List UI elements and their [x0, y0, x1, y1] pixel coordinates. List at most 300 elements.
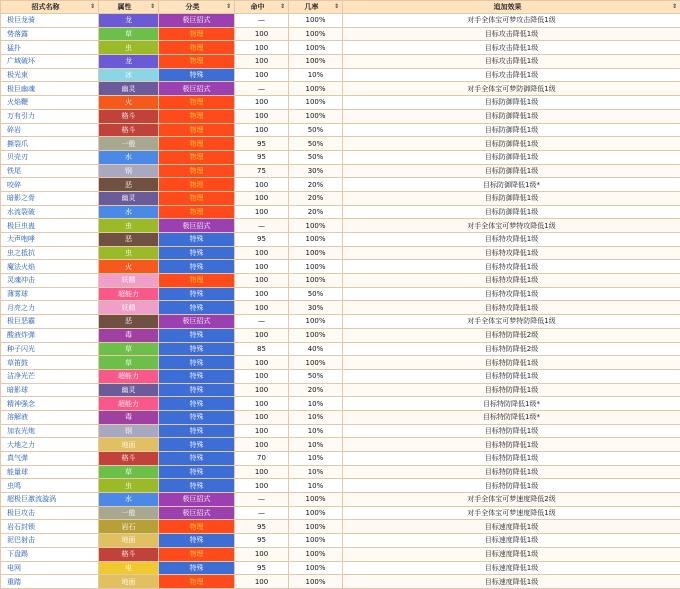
accuracy-cell: 100 [235, 328, 289, 342]
table-row [1, 82, 680, 96]
effect-cell: 目标攻击降低1级 [343, 68, 680, 82]
accuracy-cell: 100 [235, 575, 289, 589]
chance-cell: 50% [289, 369, 343, 383]
move-name-link[interactable]: 碎岩 [1, 123, 99, 137]
chance-cell: 10% [289, 424, 343, 438]
table-row [1, 520, 680, 534]
chance-cell: 10% [289, 479, 343, 493]
type-badge: 龙 [99, 14, 159, 28]
chance-cell: 100% [289, 14, 343, 28]
accuracy-cell: 100 [235, 274, 289, 288]
category-badge: 特殊 [159, 561, 235, 575]
move-name-link[interactable]: 溶解液 [1, 410, 99, 424]
move-name-link[interactable]: 猛扑 [1, 41, 99, 55]
table-row [1, 452, 680, 466]
chance-cell: 20% [289, 383, 343, 397]
move-name-link[interactable]: 酸液炸弹 [1, 328, 99, 342]
column-header-type[interactable] [99, 1, 159, 14]
effect-cell: 目标速度降低1级 [343, 561, 680, 575]
type-badge: 妖精 [99, 274, 159, 288]
type-badge: 格斗 [99, 123, 159, 137]
sort-arrows-icon[interactable]: ⇕ [672, 1, 677, 13]
category-badge: 特殊 [159, 68, 235, 82]
move-name-link[interactable]: 极巨幽魂 [1, 82, 99, 96]
category-badge: 特殊 [159, 397, 235, 411]
column-header-label: 命中 [250, 3, 264, 11]
effect-cell: 目标防御降低1级 [343, 137, 680, 151]
accuracy-cell: 100 [235, 438, 289, 452]
table-header [1, 1, 680, 14]
table-row [1, 96, 680, 110]
table-row [1, 205, 680, 219]
effect-cell: 目标特防降低2级 [343, 328, 680, 342]
effect-cell: 目标特攻降低1级 [343, 274, 680, 288]
type-badge: 妖精 [99, 301, 159, 315]
column-header-category[interactable] [159, 1, 235, 14]
type-badge: 超能力 [99, 397, 159, 411]
category-badge: 极巨招式 [159, 82, 235, 96]
type-badge: 冰 [99, 68, 159, 82]
accuracy-cell: 100 [235, 205, 289, 219]
type-badge: 草 [99, 342, 159, 356]
chance-cell: 10% [289, 465, 343, 479]
table-row [1, 233, 680, 247]
table-row [1, 561, 680, 575]
sort-arrows-icon[interactable]: ⇕ [90, 1, 95, 13]
table-row [1, 109, 680, 123]
effect-cell: 对手全体宝可梦特防降低1级 [343, 315, 680, 329]
category-badge: 特殊 [159, 369, 235, 383]
move-name-link[interactable]: 极巨虫蛊 [1, 219, 99, 233]
table-row [1, 287, 680, 301]
chance-cell: 10% [289, 438, 343, 452]
type-badge: 一般 [99, 506, 159, 520]
category-badge: 特殊 [159, 342, 235, 356]
type-badge: 超能力 [99, 369, 159, 383]
chance-cell: 30% [289, 301, 343, 315]
chance-cell: 100% [289, 274, 343, 288]
table-row [1, 369, 680, 383]
type-badge: 虫 [99, 41, 159, 55]
move-name-link[interactable]: 魔法火焰 [1, 260, 99, 274]
accuracy-cell: 100 [235, 465, 289, 479]
chance-cell: 100% [289, 41, 343, 55]
chance-cell: 100% [289, 575, 343, 589]
type-badge: 毒 [99, 410, 159, 424]
table-row [1, 410, 680, 424]
type-badge: 一般 [99, 137, 159, 151]
category-badge: 特殊 [159, 410, 235, 424]
chance-cell: 100% [289, 82, 343, 96]
table-row [1, 41, 680, 55]
move-name-link[interactable]: 真气弹 [1, 452, 99, 466]
type-badge: 超能力 [99, 287, 159, 301]
effect-cell: 目标特防降低2级 [343, 342, 680, 356]
effect-cell: 目标特防降低1级 [343, 452, 680, 466]
move-name-link[interactable]: 精神强念 [1, 397, 99, 411]
accuracy-cell: 100 [235, 397, 289, 411]
type-badge: 水 [99, 493, 159, 507]
move-name-link[interactable]: 薄雾球 [1, 287, 99, 301]
accuracy-cell: 100 [235, 479, 289, 493]
category-badge: 物理 [159, 27, 235, 41]
effect-cell: 目标攻击降低1级 [343, 55, 680, 69]
category-badge: 物理 [159, 137, 235, 151]
table-row [1, 68, 680, 82]
table-row [1, 178, 680, 192]
column-header-label: 属性 [117, 3, 131, 11]
chance-cell: 30% [289, 164, 343, 178]
chance-cell: 20% [289, 205, 343, 219]
accuracy-cell: 100 [235, 246, 289, 260]
move-name-link[interactable]: 大地之力 [1, 438, 99, 452]
category-badge: 物理 [159, 547, 235, 561]
effect-cell: 目标特防降低1级* [343, 410, 680, 424]
category-badge: 特殊 [159, 260, 235, 274]
type-badge: 火 [99, 96, 159, 110]
category-badge: 特殊 [159, 465, 235, 479]
type-badge: 格斗 [99, 452, 159, 466]
effect-cell: 目标特攻降低1级 [343, 260, 680, 274]
table-row [1, 465, 680, 479]
move-name-link[interactable]: 月亮之力 [1, 301, 99, 315]
category-badge: 物理 [159, 109, 235, 123]
column-header-chance[interactable] [289, 1, 343, 14]
chance-cell: 100% [289, 534, 343, 548]
move-name-link[interactable]: 暗影之骨 [1, 191, 99, 205]
effect-cell: 目标特防降低1级 [343, 383, 680, 397]
category-badge: 特殊 [159, 301, 235, 315]
move-name-link[interactable]: 下盘踢 [1, 547, 99, 561]
move-name-link[interactable]: 极光束 [1, 68, 99, 82]
move-name-link[interactable]: 铁尾 [1, 164, 99, 178]
category-badge: 极巨招式 [159, 493, 235, 507]
table-row [1, 137, 680, 151]
effect-cell: 目标防御降低1级 [343, 150, 680, 164]
chance-cell: 50% [289, 150, 343, 164]
type-badge: 钢 [99, 164, 159, 178]
category-badge: 物理 [159, 41, 235, 55]
table-row [1, 164, 680, 178]
chance-cell: 100% [289, 233, 343, 247]
effect-cell: 对手全体宝可梦攻击降低1级 [343, 14, 680, 28]
chance-cell: 40% [289, 342, 343, 356]
move-name-link[interactable]: 极巨龙骑 [1, 14, 99, 28]
chance-cell: 10% [289, 68, 343, 82]
table-row [1, 55, 680, 69]
table-row [1, 150, 680, 164]
effect-cell: 目标防御降低1级 [343, 191, 680, 205]
table-row [1, 547, 680, 561]
chance-cell: 10% [289, 397, 343, 411]
category-badge: 物理 [159, 164, 235, 178]
table-row [1, 493, 680, 507]
type-badge: 恶 [99, 178, 159, 192]
type-badge: 恶 [99, 315, 159, 329]
move-name-link[interactable]: 广域破坏 [1, 55, 99, 69]
type-badge: 水 [99, 205, 159, 219]
effect-cell: 目标防御降低1级 [343, 109, 680, 123]
table-row [1, 260, 680, 274]
effect-cell: 目标攻击降低1级 [343, 41, 680, 55]
category-badge: 物理 [159, 55, 235, 69]
chance-cell: 50% [289, 137, 343, 151]
category-badge: 特殊 [159, 328, 235, 342]
effect-cell: 目标防御降低1级* [343, 178, 680, 192]
type-badge: 水 [99, 150, 159, 164]
table-row [1, 575, 680, 589]
table-row [1, 14, 680, 28]
move-name-link[interactable]: 草笛鼓 [1, 356, 99, 370]
category-badge: 物理 [159, 274, 235, 288]
effect-cell: 目标特攻降低1级 [343, 246, 680, 260]
table-row [1, 328, 680, 342]
accuracy-cell: 95 [235, 520, 289, 534]
chance-cell: 20% [289, 191, 343, 205]
chance-cell: 100% [289, 109, 343, 123]
type-badge: 岩石 [99, 520, 159, 534]
accuracy-cell: — [235, 82, 289, 96]
category-badge: 特殊 [159, 233, 235, 247]
accuracy-cell: 100 [235, 383, 289, 397]
accuracy-cell: 85 [235, 342, 289, 356]
effect-cell: 对手全体宝可梦防御降低1级 [343, 82, 680, 96]
effect-cell: 目标特攻降低1级 [343, 287, 680, 301]
sort-arrows-icon[interactable]: ⇕ [150, 1, 155, 13]
table-row [1, 479, 680, 493]
effect-cell: 目标防御降低1级 [343, 205, 680, 219]
accuracy-cell: 100 [235, 410, 289, 424]
move-name-link[interactable]: 虫鸣 [1, 479, 99, 493]
type-badge: 幽灵 [99, 383, 159, 397]
accuracy-cell: 100 [235, 178, 289, 192]
chance-cell: 100% [289, 561, 343, 575]
effect-cell: 目标特防降低1级 [343, 369, 680, 383]
category-badge: 特殊 [159, 479, 235, 493]
accuracy-cell: — [235, 219, 289, 233]
type-badge: 龙 [99, 55, 159, 69]
move-name-link[interactable]: 咬碎 [1, 178, 99, 192]
category-badge: 物理 [159, 575, 235, 589]
chance-cell: 50% [289, 123, 343, 137]
move-name-link[interactable]: 撕裂爪 [1, 137, 99, 151]
accuracy-cell: 70 [235, 452, 289, 466]
effect-cell: 目标特攻降低1级 [343, 301, 680, 315]
accuracy-cell: 100 [235, 55, 289, 69]
type-badge: 草 [99, 27, 159, 41]
table-row [1, 383, 680, 397]
category-badge: 特殊 [159, 424, 235, 438]
move-name-link[interactable]: 洁净光芒 [1, 369, 99, 383]
move-name-link[interactable]: 灵魂冲击 [1, 274, 99, 288]
table-row [1, 356, 680, 370]
accuracy-cell: — [235, 14, 289, 28]
chance-cell: 100% [289, 315, 343, 329]
chance-cell: 100% [289, 246, 343, 260]
effect-cell: 目标特防降低1级 [343, 438, 680, 452]
table-row [1, 424, 680, 438]
accuracy-cell: 100 [235, 191, 289, 205]
chance-cell: 100% [289, 547, 343, 561]
effect-cell: 目标速度降低1级 [343, 575, 680, 589]
type-badge: 虫 [99, 479, 159, 493]
type-badge: 虫 [99, 219, 159, 233]
move-name-link[interactable]: 岩石封锁 [1, 520, 99, 534]
accuracy-cell: — [235, 506, 289, 520]
sort-arrows-icon[interactable]: ⇕ [280, 1, 285, 13]
table-row [1, 342, 680, 356]
category-badge: 特殊 [159, 287, 235, 301]
category-badge: 物理 [159, 96, 235, 110]
effect-cell: 目标速度降低1级 [343, 547, 680, 561]
accuracy-cell: — [235, 493, 289, 507]
accuracy-cell: 95 [235, 233, 289, 247]
effect-cell: 目标特防降低1级 [343, 465, 680, 479]
sort-arrows-icon[interactable]: ⇕ [334, 1, 339, 13]
column-header-label: 招式名称 [31, 3, 59, 11]
chance-cell: 100% [289, 506, 343, 520]
type-badge: 地面 [99, 534, 159, 548]
accuracy-cell: 100 [235, 96, 289, 110]
effect-cell: 目标防御降低1级 [343, 164, 680, 178]
type-badge: 地面 [99, 575, 159, 589]
category-badge: 物理 [159, 123, 235, 137]
category-badge: 物理 [159, 520, 235, 534]
column-header-label: 分类 [185, 3, 199, 11]
type-badge: 钢 [99, 424, 159, 438]
move-name-link[interactable]: 水流裂破 [1, 205, 99, 219]
move-name-link[interactable]: 大声咆哮 [1, 233, 99, 247]
table-row [1, 27, 680, 41]
accuracy-cell: 100 [235, 369, 289, 383]
effect-cell: 目标速度降低1级 [343, 520, 680, 534]
move-name-link[interactable]: 超极巨激流漩涡 [1, 493, 99, 507]
chance-cell: 100% [289, 27, 343, 41]
chance-cell: 50% [289, 287, 343, 301]
category-badge: 极巨招式 [159, 219, 235, 233]
type-badge: 地面 [99, 438, 159, 452]
accuracy-cell: 100 [235, 356, 289, 370]
category-badge: 特殊 [159, 438, 235, 452]
accuracy-cell: 95 [235, 150, 289, 164]
effect-cell: 目标特攻降低1级 [343, 233, 680, 247]
effect-cell: 目标攻击降低1级 [343, 27, 680, 41]
category-badge: 物理 [159, 191, 235, 205]
move-name-link[interactable]: 火焰鞭 [1, 96, 99, 110]
table-row [1, 438, 680, 452]
category-badge: 极巨招式 [159, 506, 235, 520]
accuracy-cell: 100 [235, 424, 289, 438]
accuracy-cell: 75 [235, 164, 289, 178]
category-badge: 极巨招式 [159, 315, 235, 329]
accuracy-cell: 100 [235, 287, 289, 301]
move-name-link[interactable]: 泥巴射击 [1, 534, 99, 548]
table-row [1, 191, 680, 205]
effect-cell: 目标速度降低1级 [343, 534, 680, 548]
column-header-accuracy[interactable] [235, 1, 289, 14]
move-name-link[interactable]: 贝壳刃 [1, 150, 99, 164]
column-header-label: 几率 [304, 3, 318, 11]
accuracy-cell: 100 [235, 301, 289, 315]
category-badge: 物理 [159, 205, 235, 219]
effect-cell: 目标特防降低1级 [343, 356, 680, 370]
type-badge: 虫 [99, 246, 159, 260]
chance-cell: 100% [289, 356, 343, 370]
effect-cell: 对手全体宝可梦特攻降低1级 [343, 219, 680, 233]
chance-cell: 20% [289, 178, 343, 192]
table-row [1, 219, 680, 233]
move-name-link[interactable]: 加农光炮 [1, 424, 99, 438]
type-badge: 毒 [99, 328, 159, 342]
effect-cell: 对手全体宝可梦速度降低1级 [343, 506, 680, 520]
type-badge: 幽灵 [99, 191, 159, 205]
column-header-label: 追加效果 [493, 3, 521, 11]
move-name-link[interactable]: 虫之抵抗 [1, 246, 99, 260]
chance-cell: 10% [289, 452, 343, 466]
type-badge: 电 [99, 561, 159, 575]
accuracy-cell: 100 [235, 123, 289, 137]
category-badge: 特殊 [159, 534, 235, 548]
column-header-name[interactable] [1, 1, 99, 14]
header-row [1, 1, 680, 14]
move-name-link[interactable]: 极巨攻击 [1, 506, 99, 520]
effect-cell: 目标特防降低1级* [343, 397, 680, 411]
accuracy-cell: 100 [235, 68, 289, 82]
accuracy-cell: 100 [235, 109, 289, 123]
category-badge: 特殊 [159, 452, 235, 466]
table-row [1, 123, 680, 137]
table-row [1, 246, 680, 260]
chance-cell: 100% [289, 96, 343, 110]
accuracy-cell: 100 [235, 27, 289, 41]
type-badge: 恶 [99, 233, 159, 247]
accuracy-cell: 95 [235, 534, 289, 548]
category-badge: 物理 [159, 150, 235, 164]
category-badge: 物理 [159, 178, 235, 192]
category-badge: 特殊 [159, 246, 235, 260]
table-body [1, 14, 680, 589]
table-row [1, 301, 680, 315]
effect-cell: 目标防御降低1级 [343, 96, 680, 110]
move-name-link[interactable]: 种子闪光 [1, 342, 99, 356]
type-badge: 草 [99, 356, 159, 370]
effect-cell: 目标特防降低1级 [343, 479, 680, 493]
chance-cell: 100% [289, 55, 343, 69]
category-badge: 极巨招式 [159, 14, 235, 28]
chance-cell: 100% [289, 219, 343, 233]
move-name-link[interactable]: 暗影球 [1, 383, 99, 397]
move-name-link[interactable]: 重踏 [1, 575, 99, 589]
accuracy-cell: 100 [235, 547, 289, 561]
table-row [1, 397, 680, 411]
move-name-link[interactable]: 能量球 [1, 465, 99, 479]
effect-cell: 目标防御降低1级 [343, 123, 680, 137]
move-name-link[interactable]: 极巨恶霸 [1, 315, 99, 329]
accuracy-cell: 100 [235, 260, 289, 274]
sort-arrows-icon[interactable]: ⇕ [226, 1, 231, 13]
table-row [1, 315, 680, 329]
column-header-effect[interactable] [343, 1, 680, 14]
type-badge: 草 [99, 465, 159, 479]
chance-cell: 10% [289, 410, 343, 424]
effect-cell: 目标特防降低1级 [343, 424, 680, 438]
move-name-link[interactable]: 电网 [1, 561, 99, 575]
move-name-link[interactable]: 万有引力 [1, 109, 99, 123]
move-name-link[interactable]: 势落露 [1, 27, 99, 41]
type-badge: 火 [99, 260, 159, 274]
table-row [1, 506, 680, 520]
category-badge: 特殊 [159, 383, 235, 397]
